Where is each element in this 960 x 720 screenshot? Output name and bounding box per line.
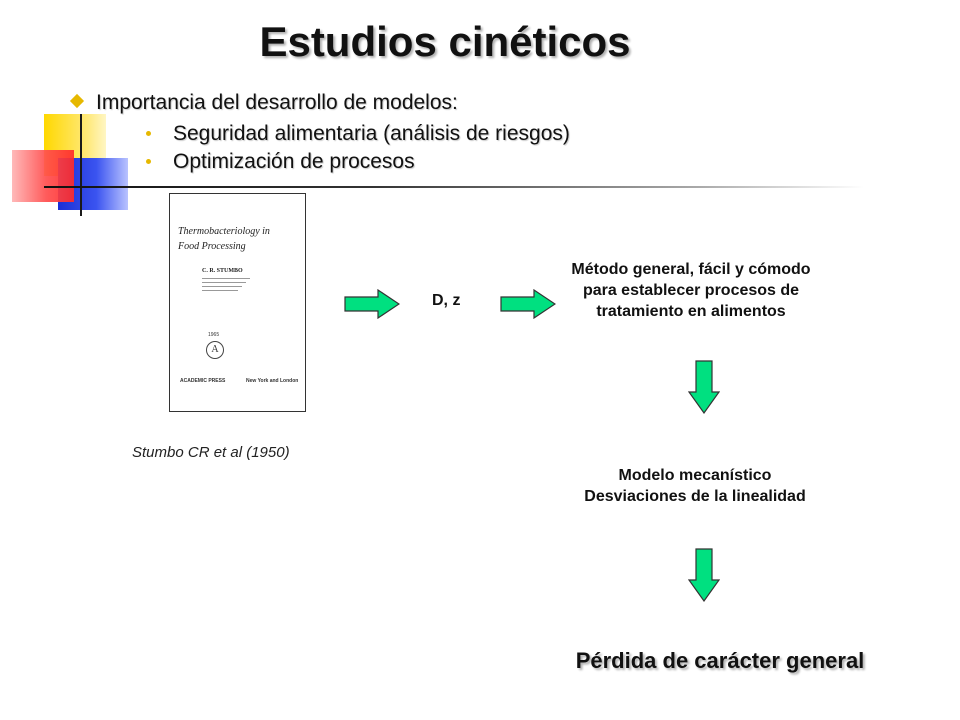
metodo-general-text: Método general, fácil y cómodo para establecer procesos de tratamiento en alimentos xyxy=(571,261,811,320)
book-title-line-2: Food Processing xyxy=(178,241,246,252)
book-fine-print-line xyxy=(202,286,242,287)
bullet-main-text: Importancia del desarrollo de modelos: xyxy=(96,91,458,114)
book-fine-print-line xyxy=(202,278,250,279)
dot-bullet-icon xyxy=(146,131,151,136)
bullet-main xyxy=(72,91,458,115)
publisher-logo-icon: A xyxy=(206,341,224,359)
bullet-sub-2-text: Optimización de procesos xyxy=(173,150,415,173)
book-fine-print-line xyxy=(202,290,238,291)
dot-bullet-icon xyxy=(146,159,151,164)
book-caption: Stumbo CR et al (1950) xyxy=(132,444,290,461)
corner-vertical-line xyxy=(80,114,82,216)
book-city: New York and London xyxy=(246,378,299,384)
corner-square-red xyxy=(12,150,74,202)
bullet-sub-2 xyxy=(146,150,415,174)
book-fine-print-line xyxy=(202,282,246,283)
arrow-right-icon xyxy=(500,289,556,319)
book-publisher: ACADEMIC PRESS xyxy=(180,378,226,384)
arrow-down-icon xyxy=(688,548,720,602)
bullet-sub-1-text: Seguridad alimentaria (análisis de riesgos) xyxy=(173,122,570,145)
book-title xyxy=(178,224,270,254)
book-title-line-1: Thermobacteriology in xyxy=(178,226,270,237)
book-cover-image xyxy=(169,193,306,412)
book-year: 1965 xyxy=(208,332,220,338)
arrow-down-icon xyxy=(688,360,720,414)
book-author: C. R. STUMBO xyxy=(202,268,243,274)
slide-title: Estudios cinéticos xyxy=(259,18,631,65)
perdida-caracter-general-text: Pérdida de carácter general xyxy=(575,648,865,673)
dz-label: D, z xyxy=(432,292,461,309)
arrow-right-icon xyxy=(344,289,400,319)
diamond-bullet-icon xyxy=(70,94,84,108)
bullet-sub-1 xyxy=(146,122,570,146)
title-divider-line xyxy=(44,186,864,188)
modelo-mecanistico-text: Modelo mecanístico Desviaciones de la linealidad xyxy=(584,467,806,505)
